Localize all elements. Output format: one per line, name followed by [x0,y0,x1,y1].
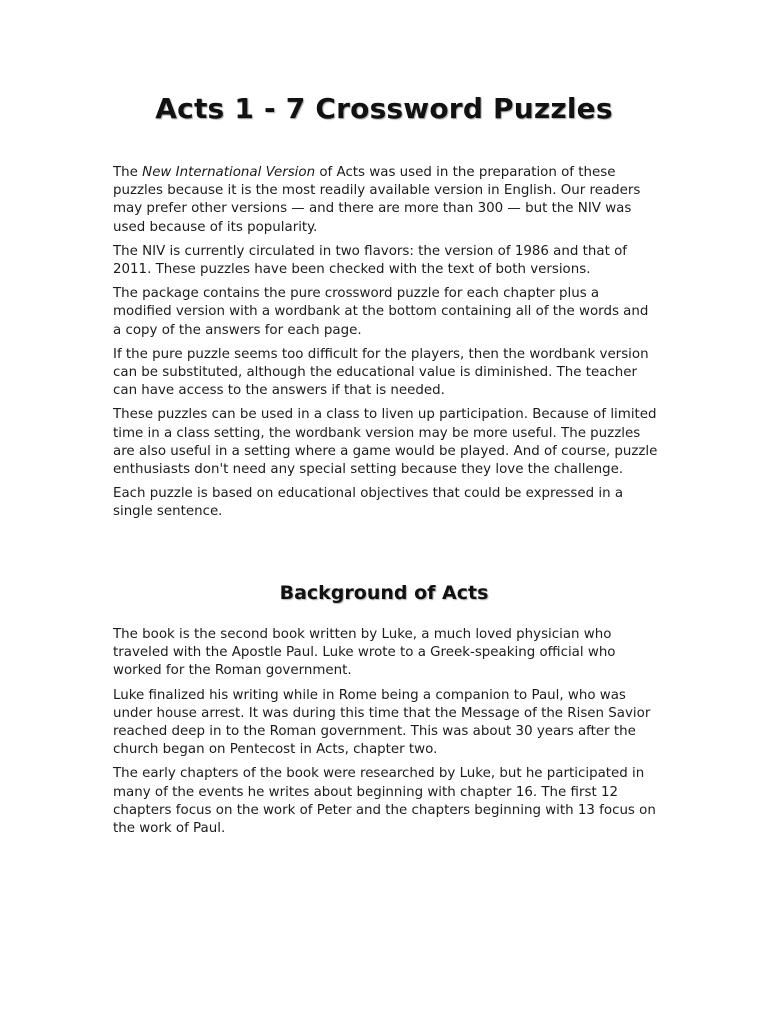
intro-paragraph-1 [113,164,658,237]
intro-paragraph-6: Each puzzle is based on educational objectives that could be expressed in a single sentence. [113,486,624,520]
intro-paragraph-4: If the pure puzzle seems too difficult for the players, then the wordbank version can be substituted, although the educational value is diminished. The teacher can have access to the answers if that is needed. [113,346,649,399]
background-paragraph-1: The book is the second book written by Luke, a much loved physician who traveled with the Apostle Paul. Luke wrote to a Greek-speaking official who worked for the Roman government. [113,627,616,679]
niv-italic-title: New International Version [142,165,316,180]
intro-paragraph-3: The package contains the pure crossword puzzle for each chapter plus a modified version with a wordbank at the bottom containing all of the words and a copy of the answers for each page. [113,286,649,338]
background-section [113,626,658,844]
background-paragraph-3: The early chapters of the book were researched by Luke, but he participated in many of the events he writes about beginning with chapter 16. The first 12 chapters focus on the work of Peter and the chapters beginning with 13 focus on the work of Paul. [113,766,656,837]
background-heading: Background of Acts [279,582,489,604]
intro-paragraph-2: The NIV is currently circulated in two flavors: the version of 1986 and that of 2011. These puzzles have been checked with the text of both versions. [113,243,627,278]
background-paragraph-2: Luke finalized his writing while in Rome being a companion to Paul, who was under house arrest. It was during this time that the Message of the Risen Savior reached deep in to the Roman government. This was about 30 years after the church began on Pentecost in Acts, chapter two. [113,687,651,758]
intro-p1-rest: of Acts was used in the preparation of these puzzles because it is the most readily available version in English. Our readers may prefer other versions — and there are more than 300 — but the NIV was used because of its popularity. [113,165,641,235]
intro-section [113,164,658,528]
intro-paragraph-5: These puzzles can be used in a class to liven up participation. Because of limited time in a class setting, the wordbank version may be more useful. The puzzles are also useful in a setting where a game would be played. And of course, puzzle enthusiasts don't need any special setting because they love the challenge. [113,407,658,478]
intro-p1-start: The [113,165,143,180]
page-title: Acts 1 - 7 Crossword Puzzles [155,92,613,125]
